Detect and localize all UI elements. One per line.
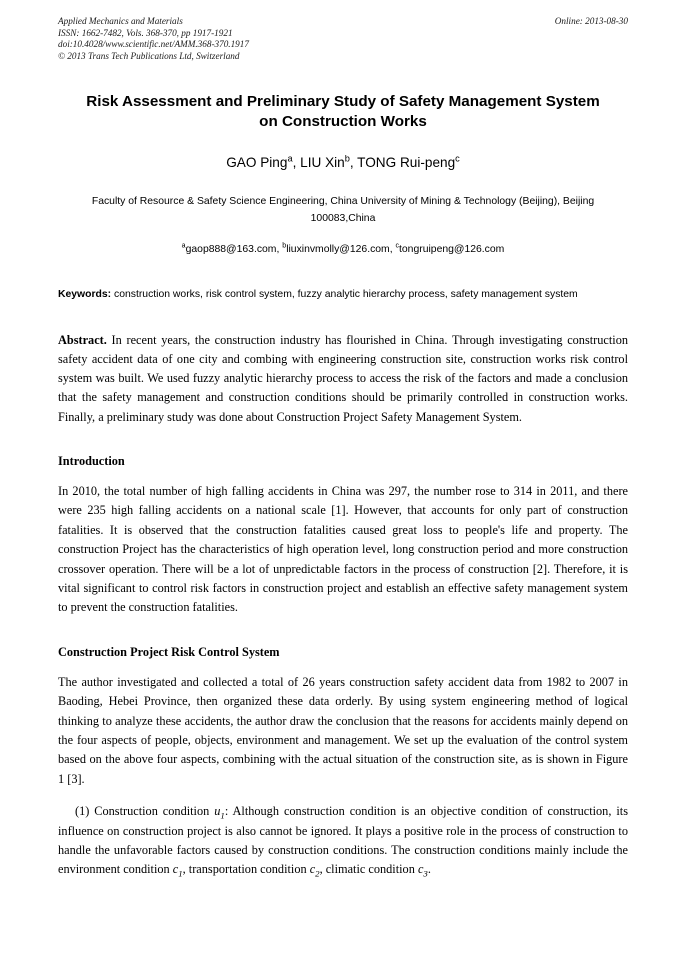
variable-c3-index: 3	[423, 868, 428, 879]
affiliation-line-1: Faculty of Resource & Safety Science Engineering, China University of Mining & Technology	[91, 196, 517, 208]
journal-issn: ISSN: 1662-7482, Vols. 368-370, pp 1917-1921	[58, 27, 233, 38]
variable-u1	[214, 804, 225, 821]
keywords-label: Keywords:	[58, 289, 112, 301]
variable-c3-base: c	[417, 862, 424, 877]
section-heading-risk-control-system: Construction Project Risk Control System	[58, 644, 280, 659]
author-list	[58, 155, 628, 170]
variable-c2	[309, 862, 320, 879]
author-name-1: GAO Ping	[226, 155, 288, 171]
title-line-1: Risk Assessment and Preliminary Study of Safety Management System	[86, 93, 600, 111]
variable-c1	[172, 862, 183, 879]
email-address-2: liuxinvmolly@126.com,	[286, 244, 396, 256]
variable-c1-index: 1	[178, 868, 183, 879]
item1-tail: .	[427, 862, 431, 877]
section-heading-introduction: Introduction	[58, 453, 125, 468]
email-marker-3: c	[395, 242, 400, 250]
variable-u1-base: u	[214, 804, 221, 819]
author-separator-2: ,	[349, 155, 358, 171]
section-risk-control-system	[58, 644, 628, 880]
title-line-2: on Construction Works	[259, 113, 427, 131]
journal-doi: doi:10.4028/www.scientific.net/AMM.368-370.1917	[58, 39, 249, 50]
journal-name: Applied Mechanics and Materials	[58, 16, 183, 26]
affiliation	[58, 193, 628, 227]
item1-mid3: , climatic condition	[319, 862, 418, 877]
author-name-3: TONG Rui-peng	[357, 155, 456, 171]
author-marker-1: a	[287, 153, 293, 164]
variable-u1-index: 1	[220, 810, 225, 821]
email-marker-2: b	[282, 242, 287, 250]
author-emails	[58, 244, 628, 255]
abstract-block	[58, 331, 628, 427]
item1-mid2: , transportation condition	[182, 862, 310, 877]
section-paragraph-risk-control-system: The author investigated and collected a total of 26 years construction safety accident data from 1982 to 2007 in Baoding, Hebei Province, then organized these data orderly. By using system engineering method of logical thinking to analyze these accidents, the author draw the conclusion that the reasons for accidents mainly depend on the four aspects of people, objects, environment and management. We set up the evaluation of the control system based on the above four aspects, combining with the actual situation of the construction site, as is shown in Figure 1 [3].	[58, 674, 628, 786]
item1-mid: : Although construction condition is an objective condition of construction, its influence on construction project is also cannot be ignored. It plays a positive role in the process of construction to handle the unfavorable factors caused by construction conditions. The construction conditions mainly include the environment condition	[58, 804, 628, 877]
abstract-label: Abstract.	[58, 332, 107, 347]
section-paragraph-introduction: In 2010, the total number of high falling accidents in China was 297, the number rose to 314 in 2011, and there were 235 high falling accidents on a national scale [1]. However, that accounts for only part of construction fatalities. It is observed that the construction fatalities caused great loss to people's life and property. The construction Project has the characteristics of high operation level, long construction period and more construction crossover operation. There will be a lot of unpredictable factors in the process of construction [2]. Therefore, it is vital significant to control risk factors in construction project and establish an effective safety management system to prevent the construction fatalities.	[58, 483, 628, 615]
variable-c2-base: c	[309, 862, 316, 877]
variable-c1-base: c	[172, 862, 179, 877]
section-introduction	[58, 453, 628, 618]
author-marker-3: c	[455, 153, 460, 164]
email-marker-1: a	[181, 242, 186, 250]
author-name-2: LIU Xin	[300, 155, 345, 171]
author-marker-2: b	[344, 153, 350, 164]
online-publication-date: Online: 2013-08-30	[554, 16, 628, 26]
affiliation-line-2: (Beijing), Beijing 100083,China	[310, 196, 595, 225]
page-content	[58, 16, 628, 880]
variable-c3	[417, 862, 428, 879]
journal-header	[58, 16, 628, 62]
page-title	[58, 92, 628, 132]
item1-prefix: (1) Construction condition	[75, 804, 215, 819]
variable-c2-index: 2	[315, 868, 320, 879]
keywords-text: construction works, risk control system, fuzzy analytic hierarchy process, safety management system	[111, 289, 578, 301]
email-address-3: tongruipeng@126.com	[399, 244, 505, 256]
email-address-1: gaop888@163.com,	[185, 244, 283, 256]
list-item-construction-condition	[58, 802, 628, 880]
abstract-text: In recent years, the construction industry has flourished in China. Through investigating construction safety accident data of one city and combing with engineering construction site, construction works risk control system was built. We used fuzzy analytic hierarchy process to access the risk of the factors and made a conclusion that the safety management and construction conditions should be primarily controlled in construction works. Finally, a preliminary study was done about Construction Project Safety Management System.	[58, 332, 628, 424]
journal-copyright: © 2013 Trans Tech Publications Ltd, Switzerland	[58, 50, 240, 61]
author-separator-1: ,	[292, 155, 301, 171]
keywords-block	[58, 287, 628, 304]
